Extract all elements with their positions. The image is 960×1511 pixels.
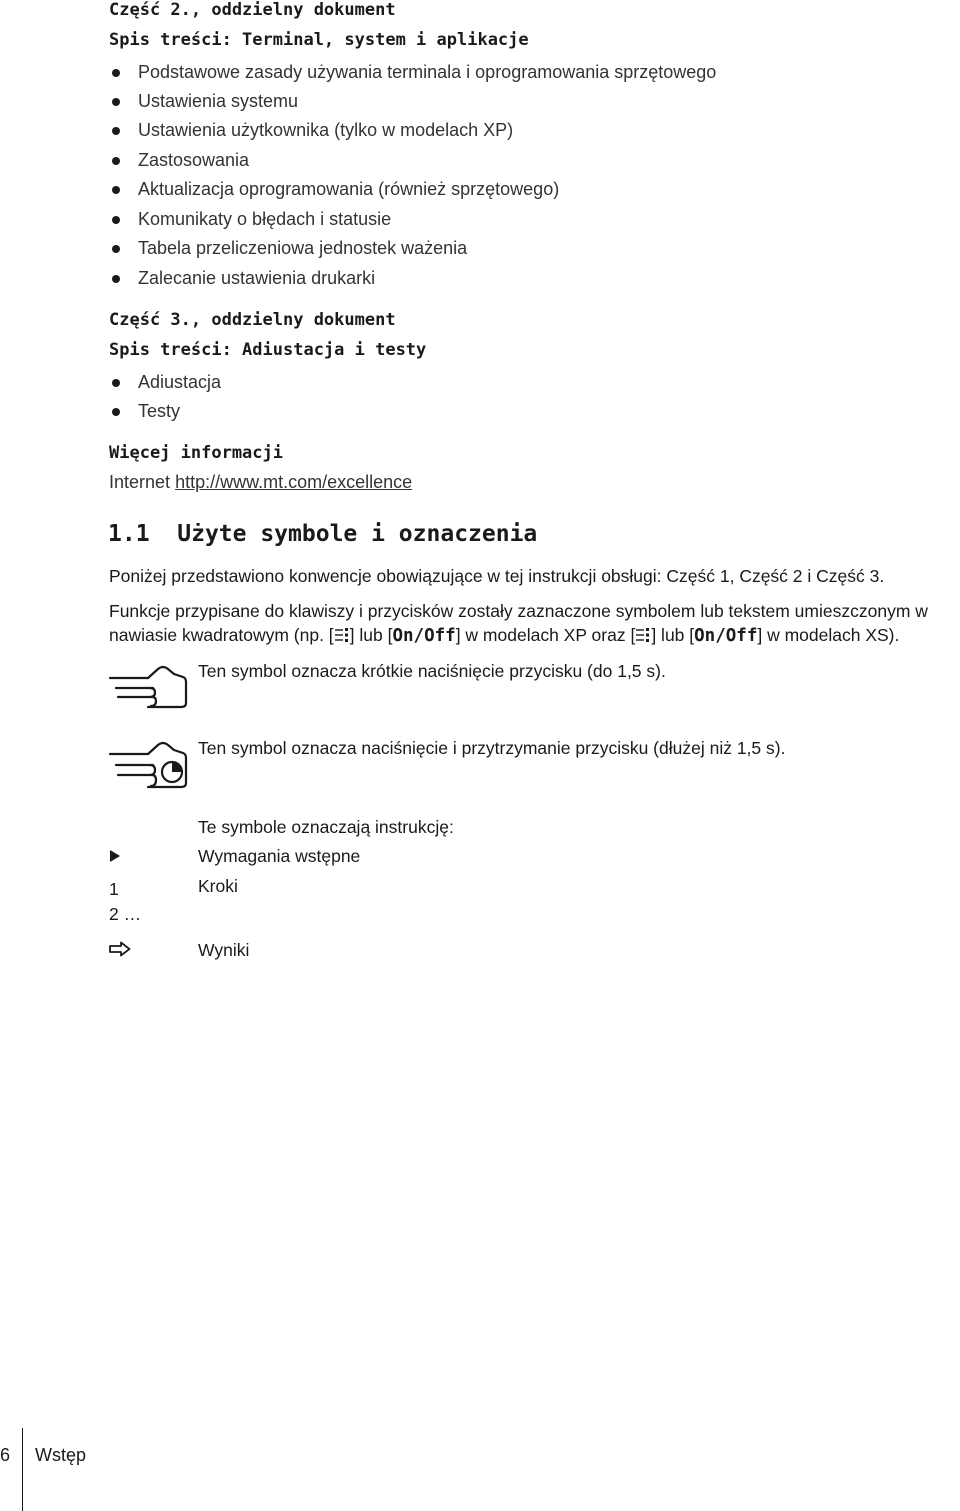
website-link[interactable]: http://www.mt.com/excellence <box>175 472 413 492</box>
intro-paragraph: Poniżej przedstawiono konwencje obowiązujące w tej instrukcji obsługi: Część 1, Część 2 i Część 3. <box>109 566 885 586</box>
page-number: 6 <box>0 1445 11 1465</box>
chapter-name: Wstęp <box>35 1445 87 1465</box>
instructions-intro: Te symbole oznaczają instrukcję: <box>198 817 454 837</box>
prerequisite-triangle-icon <box>109 849 121 863</box>
menu-key-icon <box>635 627 651 644</box>
list-item: Komunikaty o błędach i statusie <box>138 209 392 229</box>
bullet-icon <box>112 69 120 77</box>
prerequisites-label: Wymagania wstępne <box>198 846 361 866</box>
part2-heading: Część 2., oddzielny dokument <box>109 0 396 20</box>
section-title <box>108 521 537 547</box>
list-item: Zastosowania <box>138 150 250 170</box>
short-press-hand-icon <box>108 665 188 710</box>
list-item: Aktualizacja oprogramowania (również sprzętowego) <box>138 179 560 199</box>
part3-toc-title: Spis treści: Adiustacja i testy <box>109 340 427 360</box>
footer-divider <box>22 1428 23 1511</box>
bullet-icon <box>112 186 120 194</box>
function-text: ] lub [ <box>651 625 695 645</box>
short-press-description: Ten symbol oznacza krótkie naciśnięcie przycisku (do 1,5 s). <box>198 661 666 681</box>
steps-label: Kroki <box>198 876 238 896</box>
list-item: Adiustacja <box>138 372 222 392</box>
bullet-icon <box>112 245 120 253</box>
section-number: 1.1 <box>108 521 150 547</box>
bullet-icon <box>112 157 120 165</box>
function-text: ] w modelach XS). <box>757 625 900 645</box>
list-item: Ustawienia użytkownika (tylko w modelach XP) <box>138 120 514 140</box>
function-text: ] lub [ <box>349 625 393 645</box>
list-item: Testy <box>138 401 181 421</box>
internet-line <box>109 472 412 493</box>
bullet-icon <box>112 127 120 135</box>
more-info-heading: Więcej informacji <box>109 443 283 463</box>
bullet-icon <box>112 275 120 283</box>
function-text: ] w modelach XP oraz [ <box>455 625 636 645</box>
list-item: Zalecanie ustawienia drukarki <box>138 268 376 288</box>
section-title-text: Użyte symbole i oznaczenia <box>177 521 538 547</box>
function-paragraph-line1: Funkcje przypisane do klawiszy i przycisków zostały zaznaczone symbolem lub tekstem umieszczonym w <box>109 601 928 621</box>
on-off-key-label: On/Off <box>392 626 456 646</box>
bullet-icon <box>112 216 120 224</box>
bullet-icon <box>112 379 120 387</box>
long-press-hand-icon <box>108 741 188 791</box>
part3-heading: Część 3., oddzielny dokument <box>109 310 396 330</box>
results-label: Wyniki <box>198 940 250 960</box>
list-item: Ustawienia systemu <box>138 91 299 111</box>
bullet-icon <box>112 98 120 106</box>
function-text: nawiasie kwadratowym (np. [ <box>109 625 334 645</box>
bullet-icon <box>112 408 120 416</box>
step-number: 2 … <box>109 904 142 924</box>
internet-label: Internet <box>109 472 171 492</box>
long-press-description: Ten symbol oznacza naciśnięcie i przytrzymanie przycisku (dłużej niż 1,5 s). <box>198 738 786 758</box>
part2-toc-title: Spis treści: Terminal, system i aplikacje <box>109 30 529 50</box>
list-item: Tabela przeliczeniowa jednostek ważenia <box>138 238 468 258</box>
function-paragraph-line2 <box>109 625 899 646</box>
list-item: Podstawowe zasady używania terminala i oprogramowania sprzętowego <box>138 62 717 82</box>
step-number: 1 <box>109 879 119 899</box>
menu-key-icon <box>334 627 350 644</box>
on-off-key-label: On/Off <box>694 626 758 646</box>
result-arrow-icon <box>109 941 131 957</box>
